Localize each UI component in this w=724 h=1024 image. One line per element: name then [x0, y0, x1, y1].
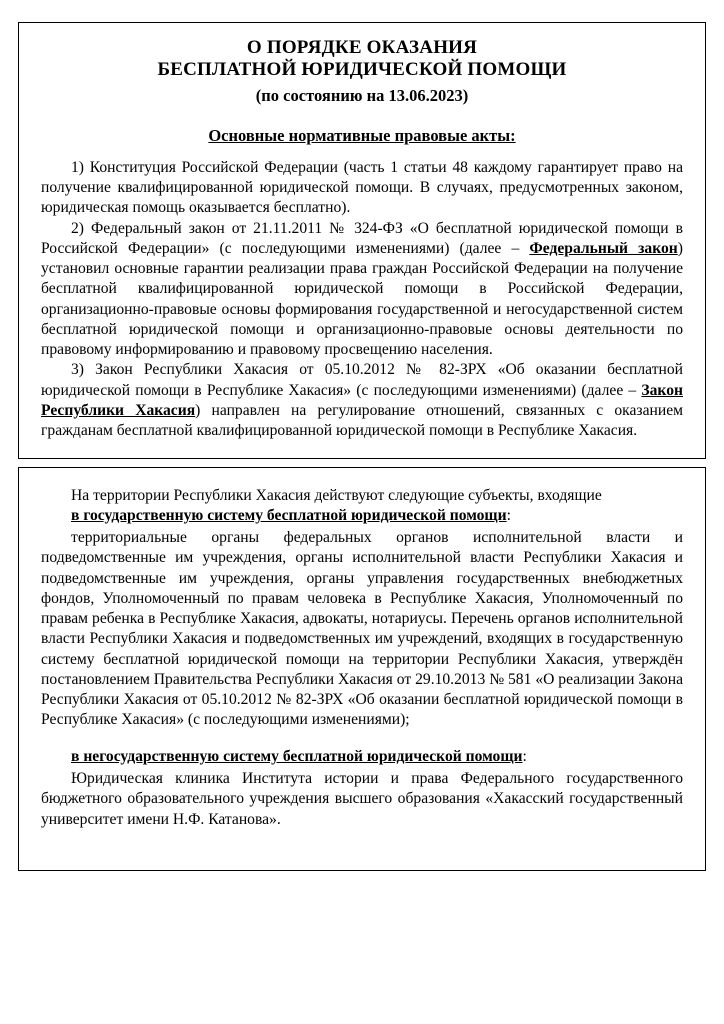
state-system-heading-colon: :: [506, 506, 511, 524]
state-system-text: территориальные органы федеральных органов исполнительной власти и подведомственные им учреждения, органы исполнительной власти Республики Хакасия и подведомственные им учреждения, органы управления государственных внебюджетных фондов, Уполномоченный по правам человека в Республике Хакасия, Уполномоченный по правам ребенка в Республике Хакасия, адвокаты, нотариусы. Перечень органов исполнительной власти Республики Хакасия и подведомственных им учреждений, входящих в государственную систему бесплатной юридической помощи на территории Республики Хакасия, утверждён постановлением Правительства Республики Хакасия от 29.10.2013 № 581 «О реализации Закона Республики Хакасия от 05.10.2012 № 82-ЗРХ «Об оказании бесплатной юридической помощи в Республике Хакасия» (с последующими изменениями);: [41, 529, 683, 729]
document-subtitle: (по состоянию на 13.06.2023): [255, 85, 469, 105]
paragraph-spacer: [41, 731, 683, 747]
section-heading: Основные нормативные правовые акты:: [208, 125, 516, 145]
act-item-2-emphasis: Федеральный закон: [529, 239, 678, 257]
nonstate-system-heading-text: в негосударственную систему бесплатной юридической помощи: [71, 747, 523, 765]
state-system-heading: [41, 506, 683, 526]
page-title: [41, 37, 683, 82]
page-title-line-2: БЕСПЛАТНОЙ ЮРИДИЧЕСКОЙ ПОМОЩИ: [157, 59, 567, 81]
state-system-heading-text: в государственную систему бесплатной юридической помощи: [71, 506, 507, 524]
subjects-intro: На территории Республики Хакасия действуют следующие субъекты, входящие: [71, 486, 602, 504]
act-item-2: [41, 219, 683, 361]
document-block-acts: [18, 22, 706, 459]
nonstate-system-heading: [41, 747, 683, 767]
page-title-line-1: О ПОРЯДКЕ ОКАЗАНИЯ: [246, 37, 478, 58]
act-item-2-after: ) установил основные гарантии реализации права граждан Российской Федерации на получение бесплатной квалифицированной юридической помощи в Российской Федерации, организационно-правовые основы формирования государственной и негосударственной систем бесплатной юридической помощи и организационно-правовые основы деятельности по правовому информированию и правовому просвещению населения.: [41, 239, 683, 359]
nonstate-system-text: Юридическая клиника Института истории и права Федерального государственного бюджетного образовательного учреждения высшего образования «Хакасский государственный университет имени Н.Ф. Катанова».: [41, 769, 683, 828]
act-item-1: 1) Конституция Российской Федерации (часть 1 статьи 48 каждому гарантирует право на получение квалифицированной юридической помощи. В случаях, предусмотренных законом, юридическая помощь оказывается бесплатно).: [41, 158, 683, 217]
act-item-3-emphasis: Закон Республики Хакасия: [41, 381, 683, 419]
act-item-2-before: 2) Федеральный закон от 21.11.2011 № 324-ФЗ «О бесплатной юридической помощи в Российской Федерации» (с последующими изменениями) (далее –: [41, 219, 683, 257]
act-item-3-before: 3) Закон Республики Хакасия от 05.10.2012 № 82-ЗРХ «Об оказании бесплатной юридической помощи в Республике Хакасия» (с последующими изменениями) (далее –: [41, 361, 683, 399]
act-item-3: [41, 360, 683, 441]
nonstate-system-heading-colon: :: [522, 747, 527, 765]
act-item-3-after: ) направлен на регулирование отношений, связанных с оказанием гражданам бесплатной квалифицированной юридической помощи в Республике Хакасия.: [41, 402, 683, 440]
document-block-subjects: [18, 467, 706, 871]
